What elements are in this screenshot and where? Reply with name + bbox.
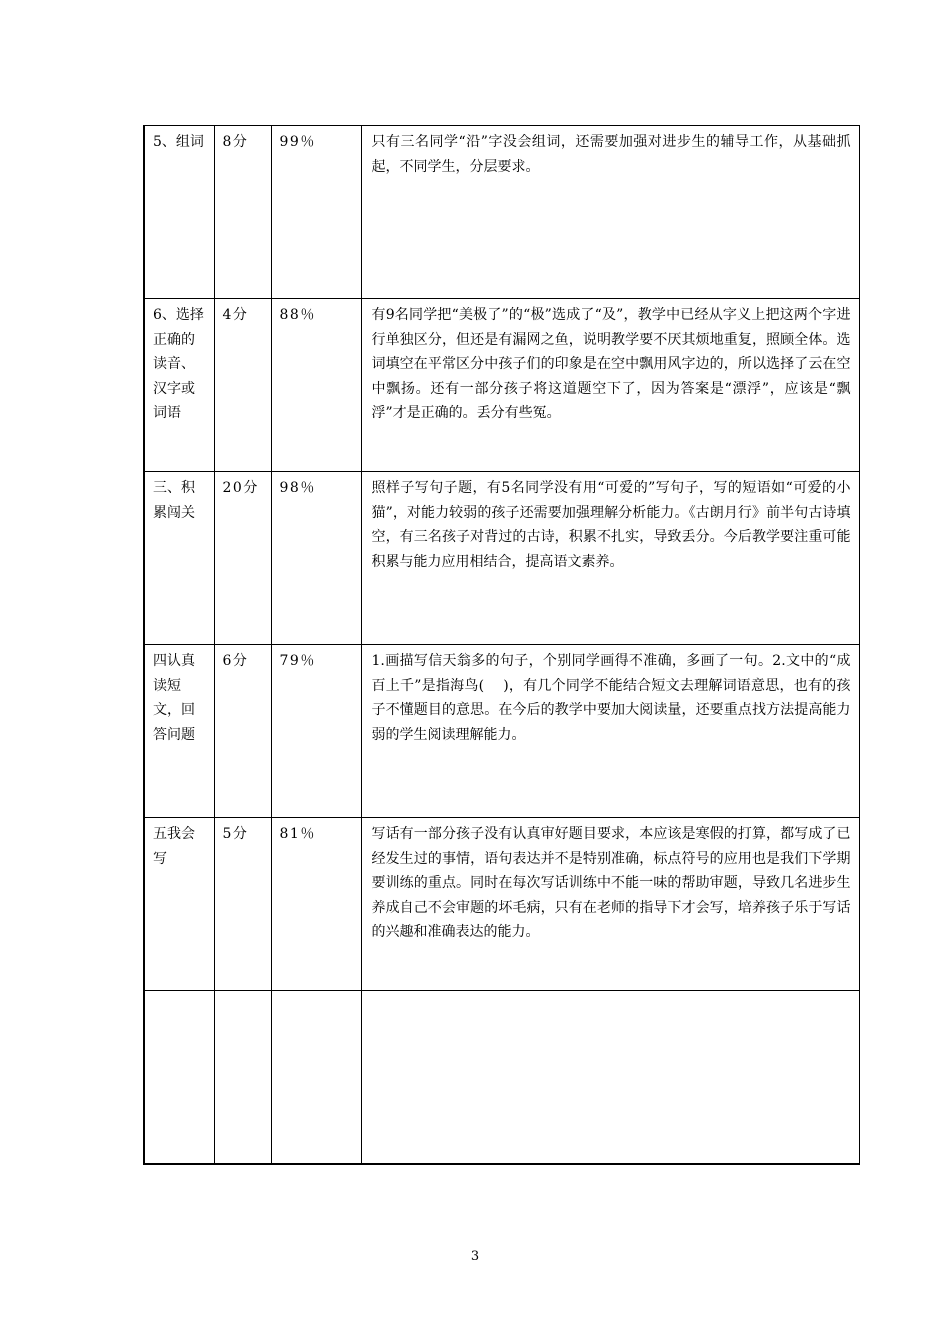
rate-cell	[271, 991, 361, 1164]
item-cell: 四认真读短文，回答问题	[144, 645, 214, 818]
table-row	[144, 991, 859, 1164]
analysis-cell: 1.画描写信天翁多的句子，个别同学画得不准确，多画了一句。2.文中的“成百上千”是指海鸟( )，有几个同学不能结合短文去理解词语意思，也有的孩子不懂题目的意思。在今后的教学中要加大阅读量，还要重点找方法提高能力弱的学生阅读理解能力。	[361, 645, 859, 818]
table-row	[144, 818, 859, 991]
item-cell: 五我会写	[144, 818, 214, 991]
score-cell: 8分	[214, 126, 271, 299]
score-cell	[214, 991, 271, 1164]
page-number: 3	[470, 1249, 480, 1264]
rate-cell: 98％	[271, 472, 361, 645]
table-row	[144, 645, 859, 818]
item-cell: 三、积累闯关	[144, 472, 214, 645]
analysis-cell: 只有三名同学“沿”字没会组词，还需要加强对进步生的辅导工作，从基础抓起，不同学生，分层要求。	[361, 126, 859, 299]
score-cell: 20分	[214, 472, 271, 645]
table-row	[144, 299, 859, 472]
analysis-cell: 照样子写句子题，有5名同学没有用“可爱的”写句子，写的短语如“可爱的小猫”，对能力较弱的孩子还需要加强理解分析能力。《古朗月行》前半句古诗填空，有三名孩子对背过的古诗，积累不扎实，导致丢分。今后教学要注重可能积累与能力应用相结合，提高语文素养。	[361, 472, 859, 645]
score-cell: 6分	[214, 645, 271, 818]
score-cell: 4分	[214, 299, 271, 472]
table-row	[144, 472, 859, 645]
analysis-cell: 写话有一部分孩子没有认真审好题目要求，本应该是寒假的打算，都写成了已经发生过的事情，语句表达并不是特别准确，标点符号的应用也是我们下学期要训练的重点。同时在每次写话训练中不能一味的帮助审题，导致几名进步生养成自己不会审题的坏毛病，只有在老师的指导下才会写，培养孩子乐于写话的兴趣和准确表达的能力。	[361, 818, 859, 991]
rate-cell: 88％	[271, 299, 361, 472]
rate-cell: 81％	[271, 818, 361, 991]
analysis-cell	[361, 991, 859, 1164]
item-cell: 6、选择正确的读音、汉字或词语	[144, 299, 214, 472]
table-row	[144, 126, 859, 299]
analysis-cell: 有9名同学把“美极了”的“极”选成了“及”，教学中已经从字义上把这两个字进行单独区分，但还是有漏网之鱼，说明教学要不厌其烦地重复，照顾全体。选词填空在平常区分中孩子们的印象是在空中飘用风字边的，所以选择了云在空中飘扬。还有一部分孩子将这道题空下了，因为答案是“漂浮”，应该是“飘浮”才是正确的。丢分有些冤。	[361, 299, 859, 472]
item-cell: 5、组词	[144, 126, 214, 299]
rate-cell: 79％	[271, 645, 361, 818]
analysis-table	[143, 125, 860, 1165]
rate-cell: 99％	[271, 126, 361, 299]
score-cell: 5分	[214, 818, 271, 991]
item-cell	[144, 991, 214, 1164]
